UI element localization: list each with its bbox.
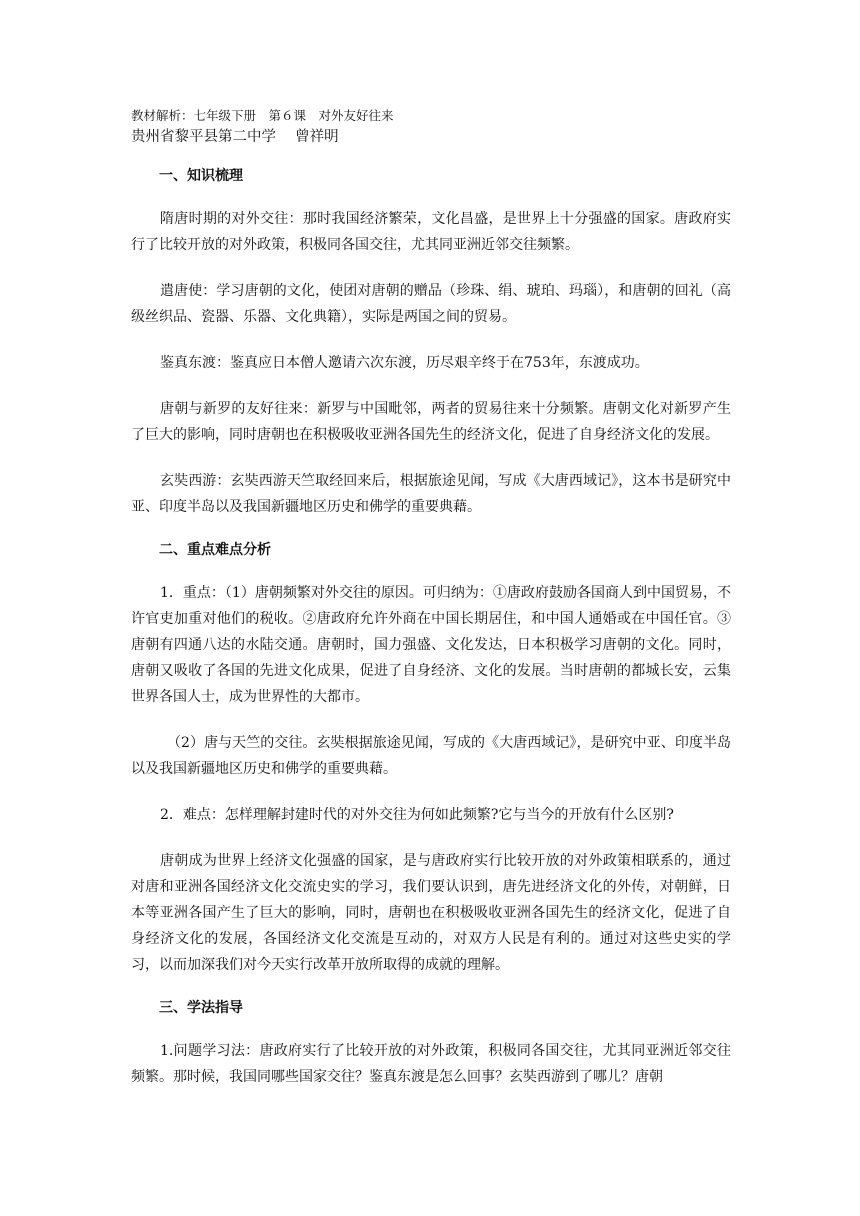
paragraph-difficulty-analysis: 唐朝成为世界上经济文化强盛的国家，是与唐政府实行比较开放的对外政策相联系的，通过对唐和亚洲各国经济文化交流史实的学习，我们要认识到，唐先进经济文化的外传，对朝鲜，日本等亚洲各国产生了巨大的影响，同时，唐朝也在积极吸收亚洲各国先生的经济文化，促进了自身经济文化的发展，各国经济文化交流是互动的，对双方人民是有利的。通过对这些史实的学习，以而加深我们对今天实行改革开放所取得的成就的理解。 — [131, 853, 731, 973]
paragraph-question-method: 1.问题学习法：唐政府实行了比较开放的对外政策，积极同各国交往，尤其同亚洲近邻交往频繁。那时候，我国同哪些国家交往？鉴真东渡是怎么回事？玄奘西游到了哪儿？唐朝 — [131, 1043, 731, 1085]
author-line: 贵州省黎平县第二中学 曾祥明 — [131, 129, 339, 145]
paragraph-difficulty: 2．难点：怎样理解封建时代的对外交往为何如此频繁?它与当今的开放有什么区别? — [160, 807, 674, 823]
paragraph-envoys: 遣唐使：学习唐朝的文化，使团对唐朝的赠品（珍珠、绢、琥珀、玛瑙），和唐朝的回礼（高级丝织品、瓷器、乐器、文化典籍），实际是两国之间的贸易。 — [131, 283, 731, 325]
paragraph-sui-tang-exchange: 隋唐时期的对外交往：那时我国经济繁荣，文化昌盛，是世界上十分强盛的国家。唐政府实行了比较开放的对外政策，积极同各国交往，尤其同亚洲近邻交往频繁。 — [131, 211, 731, 253]
section-heading-knowledge: 一、知识梳理 — [159, 168, 243, 184]
section-heading-key-points: 二、重点难点分析 — [159, 542, 271, 558]
paragraph-key-point-1: 1．重点：（1）唐朝频繁对外交往的原因。可归纳为：①唐政府鼓励各国商人到中国贸易，不许官吏加重对他们的税收。②唐政府允许外商在中国长期居住，和中国人通婚或在中国任官。③唐朝有四通八达的水陆交通。唐朝时，国力强盛、文化发达，日本积极学习唐朝的文化。同时，唐朝又吸收了各国的先进文化成果，促进了自身经济、文化的发展。当时唐朝的都城长安，云集世界各国人士，成为世界性的大都市。 — [131, 585, 731, 705]
section-heading-study-method: 三、学法指导 — [159, 1000, 243, 1016]
paragraph-silla: 唐朝与新罗的友好往来：新罗与中国毗邻，两者的贸易往来十分频繁。唐朝文化对新罗产生了巨大的影响，同时唐朝也在积极吸收亚洲各国先生的经济文化，促进了自身经济文化的发展。 — [131, 401, 731, 443]
paragraph-key-point-2: （2）唐与天竺的交往。玄奘根据旅途见闻，写成的《大唐西域记》，是研究中亚、印度半岛以及我国新疆地区历史和佛学的重要典藉。 — [131, 735, 731, 777]
document-title: 教材解析：七年级下册 第６课 对外友好往来 — [131, 108, 394, 123]
paragraph-jianzhen: 鉴真东渡：鉴真应日本僧人邀请六次东渡，历尽艰辛终于在753年，东渡成功。 — [160, 355, 649, 371]
document-body — [131, 106, 731, 1090]
paragraph-xuanzang: 玄奘西游：玄奘西游天竺取经回来后，根据旅途见闻，写成《大唐西域记》，这本书是研究中亚、印度半岛以及我国新疆地区历史和佛学的重要典藉。 — [131, 473, 731, 515]
